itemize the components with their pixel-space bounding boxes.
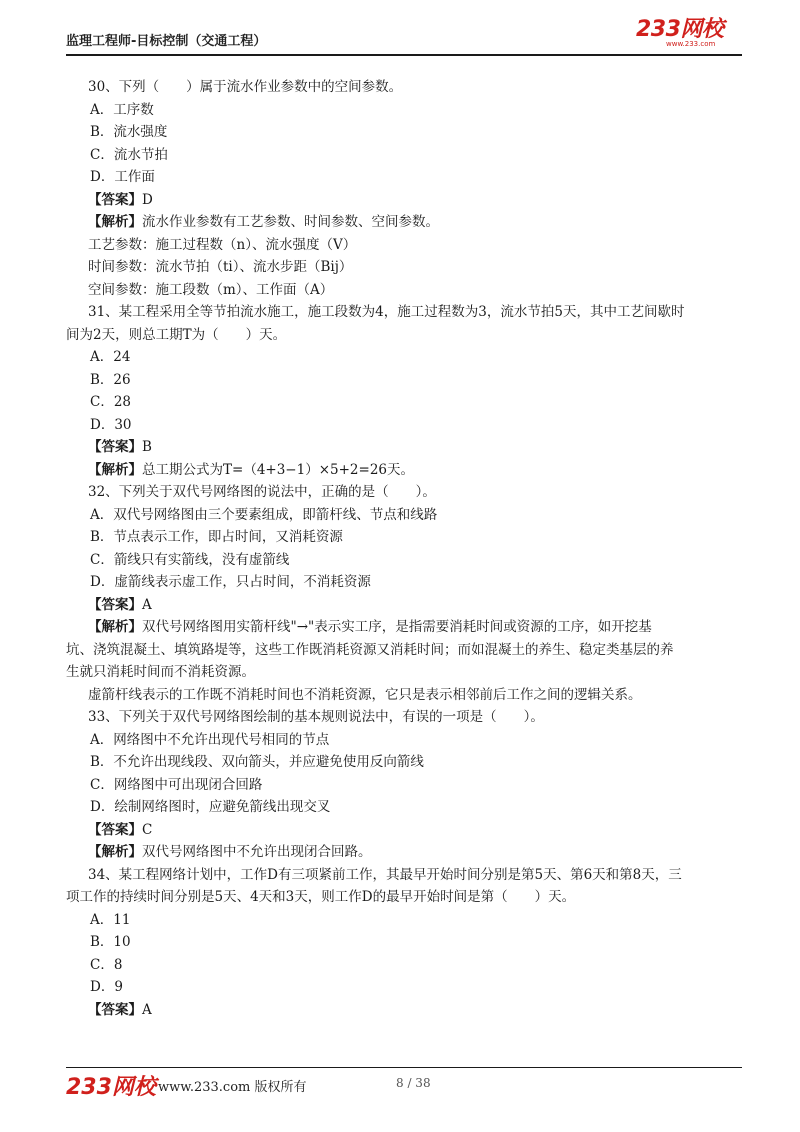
answer-value: D (142, 191, 153, 208)
analysis-text: 双代号网络图用实箭杆线"→"表示实工序，是指需要消耗时间或资源的工序，如开挖基 (142, 619, 652, 635)
page-number: 8 / 38 (396, 1076, 431, 1090)
question-32-analysis-para-2: 虚箭杆线表示的工作既不消耗时间也不消耗资源，它只是表示相邻前后工作之间的逻辑关系。 (88, 686, 642, 703)
answer-tag: 【答案】 (88, 439, 142, 455)
question-32-analysis-cont-2: 生就只消耗时间而不消耗资源。 (66, 664, 255, 680)
footer-divider (66, 1067, 742, 1068)
analysis-text: 总工期公式为T=（4+3−1）×5+2=26天。 (142, 461, 414, 478)
analysis-tag: 【解析】 (88, 619, 142, 635)
analysis-tag: 【解析】 (88, 461, 142, 478)
answer-value: C (142, 821, 153, 838)
question-34-option-c: C．8 (90, 956, 123, 973)
answer-tag: 【答案】 (88, 191, 142, 208)
question-31-stem-cont: 间为2天，则总工期T为（ ）天。 (66, 326, 287, 343)
analysis-tag: 【解析】 (88, 844, 142, 860)
question-33-option-d: D．绘制网络图时，应避免箭线出现交叉 (90, 799, 331, 815)
question-34-option-b: B．10 (90, 934, 131, 950)
question-33-option-c: C．网络图中可出现闭合回路 (90, 776, 263, 793)
brand-logo (636, 18, 746, 58)
analysis-text: 双代号网络图中不允许出现闭合回路。 (142, 844, 372, 860)
answer-value: A (142, 1001, 152, 1018)
brand-logo-text: 233网校 (636, 17, 724, 42)
analysis-text: 流水作业参数有工艺参数、时间参数、空间参数。 (142, 214, 439, 230)
question-32-option-b: B．节点表示工作，即占时间，又消耗资源 (90, 529, 343, 545)
question-31-option-d: D．30 (90, 416, 132, 433)
question-34-stem: 34、某工程网络计划中，工作D有三项紧前工作，其最早开始时间分别是第5天、第6天和第8天，三 (88, 866, 682, 883)
answer-tag: 【答案】 (88, 596, 142, 613)
question-30-option-a: A．工序数 (90, 101, 154, 118)
question-32-stem: 32、下列关于双代号网络图的说法中，正确的是（ ）。 (88, 484, 436, 500)
question-30-option-c: C．流水节拍 (90, 146, 168, 163)
document-body (66, 76, 738, 1021)
document-header-title: 监理工程师-目标控制（交通工程） (66, 34, 267, 49)
question-30-option-b: B．流水强度 (90, 124, 168, 140)
question-31-option-a: A．24 (90, 349, 131, 365)
answer-value: B (142, 439, 152, 455)
question-34-option-a: A．11 (90, 911, 131, 928)
footer-logo: 233网校 (66, 1075, 156, 1100)
answer-tag: 【答案】 (88, 821, 142, 838)
answer-value: A (142, 596, 152, 613)
question-30-analysis (88, 211, 738, 234)
question-32-option-a: A．双代号网络图由三个要素组成，即箭杆线、节点和线路 (90, 506, 438, 523)
question-31-answer (88, 436, 738, 459)
question-30-stem: 30、下列（ ）属于流水作业参数中的空间参数。 (88, 79, 403, 95)
footer-copyright: www.233.com 版权所有 (158, 1080, 307, 1095)
question-30-answer (88, 189, 738, 212)
question-30-extra-1: 工艺参数：施工过程数（n）、流水强度（V） (88, 236, 357, 253)
question-31-option-b: B．26 (90, 371, 131, 388)
question-33-option-b: B．不允许出现线段、双向箭头，并应避免使用反向箭线 (90, 754, 424, 770)
question-33-option-a: A．网络图中不允许出现代号相同的节点 (90, 731, 330, 748)
question-31-analysis (88, 459, 738, 482)
question-32-analysis (88, 616, 738, 639)
answer-tag: 【答案】 (88, 1001, 142, 1018)
question-32-option-d: D．虚箭线表示虚工作，只占时间，不消耗资源 (90, 574, 371, 590)
question-32-analysis-cont-1: 坑、浇筑混凝土、填筑路堤等，这些工作既消耗资源又消耗时间；而如混凝土的养生、稳定类基层的养 (66, 641, 674, 658)
question-33-analysis (88, 841, 738, 864)
analysis-tag: 【解析】 (88, 214, 142, 230)
question-34-answer (88, 999, 738, 1022)
question-30-option-d: D．工作面 (90, 169, 155, 185)
question-34-stem-cont: 项工作的持续时间分别是5天、4天和3天，则工作D的最早开始时间是第（ ）天。 (66, 889, 576, 905)
question-34-option-d: D．9 (90, 979, 123, 995)
header-divider (66, 54, 742, 56)
question-31-option-c: C．28 (90, 394, 132, 410)
question-31-stem: 31、某工程采用全等节拍流水施工，施工段数为4，施工过程数为3，流水节拍5天，其中工艺间歇时 (88, 304, 685, 320)
question-32-option-c: C．箭线只有实箭线，没有虚箭线 (90, 551, 290, 568)
brand-logo-url: www.233.com (666, 40, 716, 48)
question-30-extra-2: 时间参数：流水节拍（ti）、流水步距（Bij） (88, 259, 353, 275)
page-footer (66, 1070, 742, 1100)
question-33-answer (88, 819, 738, 842)
question-30-extra-3: 空间参数：施工段数（m）、工作面（A） (88, 281, 334, 298)
question-33-stem: 33、下列关于双代号网络图绘制的基本规则说法中，有误的一项是（ ）。 (88, 709, 544, 725)
question-32-answer (88, 594, 738, 617)
